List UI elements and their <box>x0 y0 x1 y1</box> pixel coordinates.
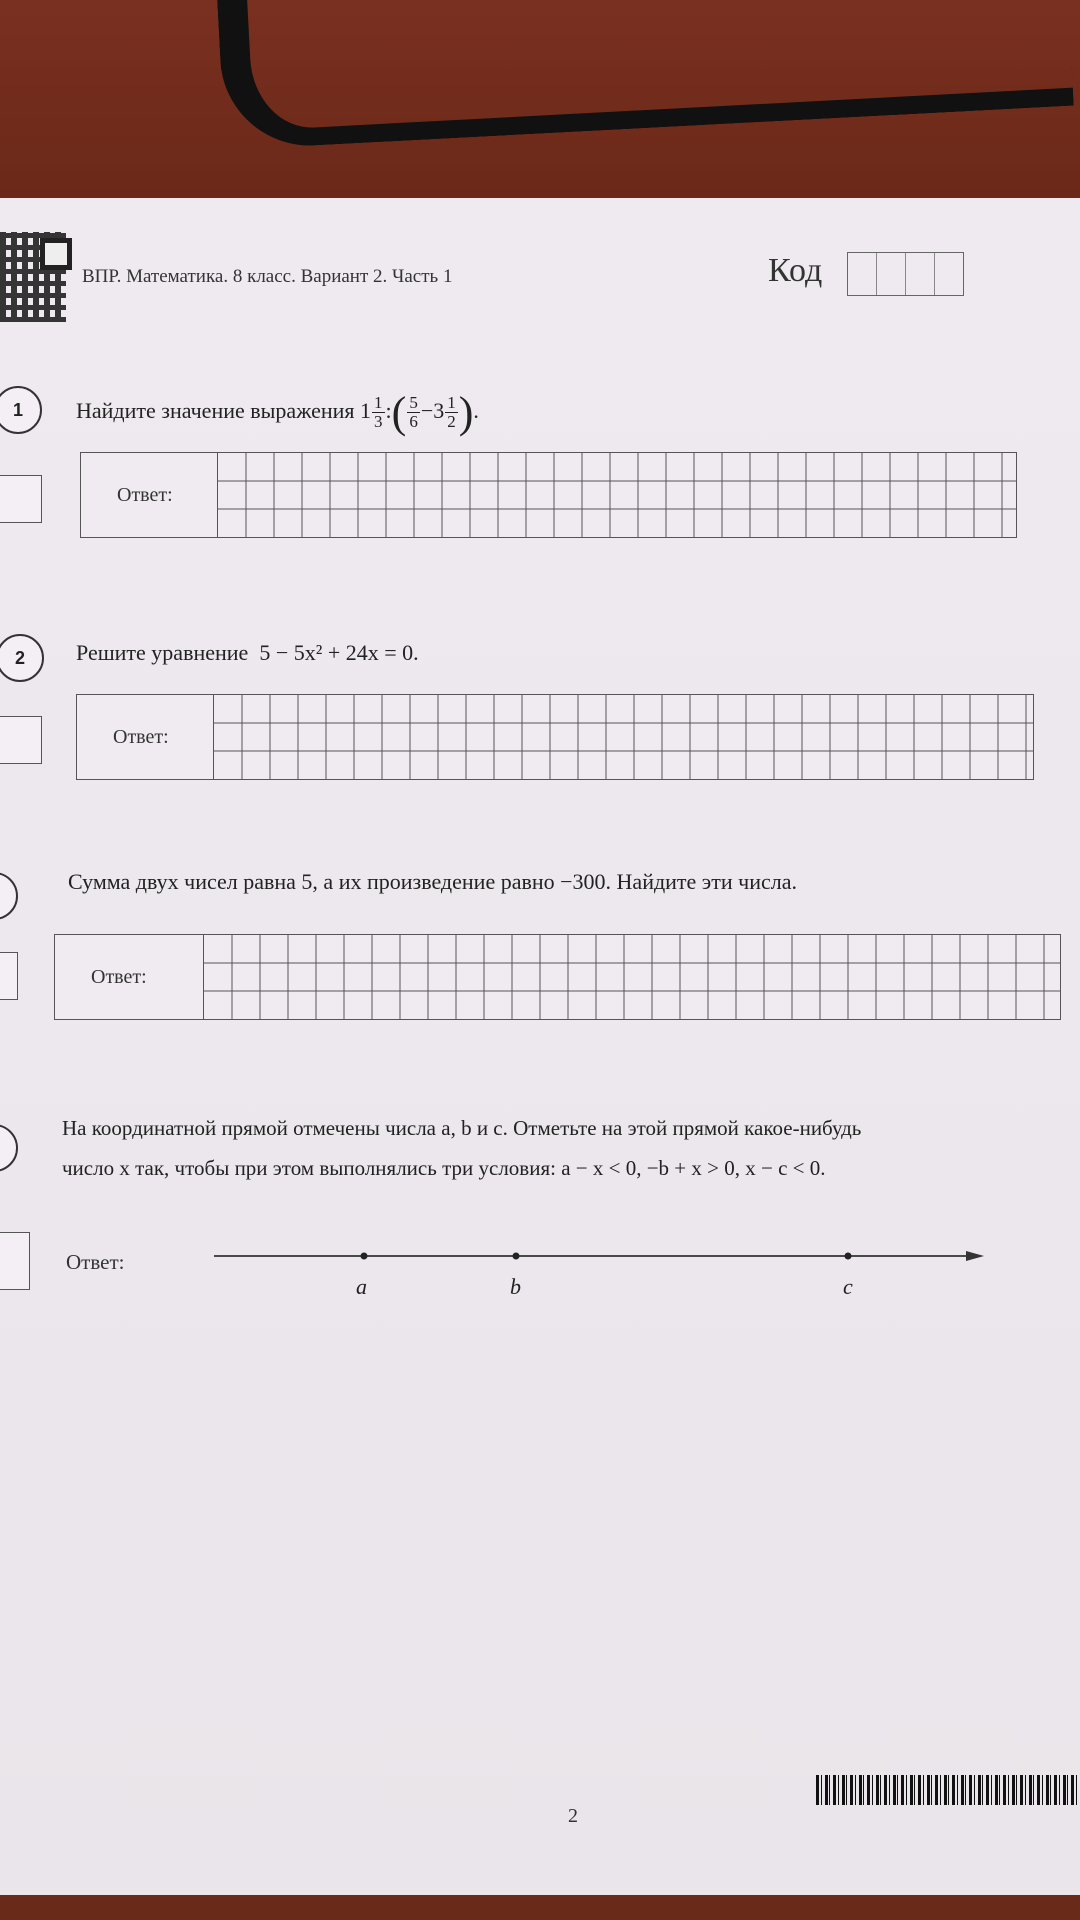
equation-2: 5 − 5x² + 24x = 0. <box>259 640 419 665</box>
point-c <box>845 1253 852 1260</box>
table-surface-bottom <box>0 1895 1080 1920</box>
answer-box-2[interactable] <box>76 694 1034 780</box>
question-number-2: 2 <box>0 634 44 682</box>
code-input[interactable] <box>847 252 964 296</box>
barcode <box>816 1775 1080 1805</box>
question-3-text: Сумма двух чисел равна 5, а их произведение равно −300. Найдите эти числа. <box>68 869 797 894</box>
expression-1: 1 $\frac{1}{3}$ :( $\frac{5}{6}$ −3 $\frac{1}{2}$ ). <box>360 387 479 437</box>
label-c: c <box>843 1274 853 1299</box>
qr-code-corner <box>40 238 72 270</box>
worksheet-title: ВПР. Математика. 8 класс. Вариант 2. Часть 1 <box>82 266 453 287</box>
question-4-text-line2: число x так, чтобы при этом выполнялись три условия: a − x < 0, −b + x > 0, x − c < 0. <box>62 1156 826 1180</box>
answer-grid-3[interactable] <box>204 935 1060 1019</box>
label-a: a <box>356 1274 367 1299</box>
answer-grid-1[interactable] <box>218 453 1016 537</box>
score-box-4 <box>0 1232 30 1290</box>
question-number-1: 1 <box>0 386 42 434</box>
score-box-3 <box>0 952 18 1000</box>
answer-grid-2[interactable] <box>214 695 1033 779</box>
answer-label-4: Ответ: <box>66 1250 125 1274</box>
score-box-2 <box>0 716 42 764</box>
answer-label-1: Ответ: <box>81 453 218 537</box>
number-line-arrow <box>966 1251 984 1261</box>
question-4-text-line1: На координатной прямой отмечены числа a, b и c. Отметьте на этой прямой какое-нибудь <box>62 1116 862 1140</box>
label-b: b <box>510 1274 521 1299</box>
answer-label-2: Ответ: <box>77 695 214 779</box>
code-label: Код <box>768 252 823 289</box>
answer-box-3[interactable] <box>54 934 1061 1020</box>
question-1-text: Найдите значение выражения 1 $\frac{1}{3}$ :( $\frac{5}{6}$ −3 $\frac{1}{2}$ ). <box>76 387 479 437</box>
score-box-1 <box>0 475 42 523</box>
question-2-text: Решите уравнение 5 − 5x² + 24x = 0. <box>76 640 419 665</box>
answer-box-1[interactable] <box>80 452 1017 538</box>
point-b <box>513 1253 520 1260</box>
number-line[interactable] <box>214 1240 984 1270</box>
point-a <box>361 1253 368 1260</box>
answer-label-3: Ответ: <box>55 935 204 1019</box>
page-number: 2 <box>568 1805 578 1827</box>
